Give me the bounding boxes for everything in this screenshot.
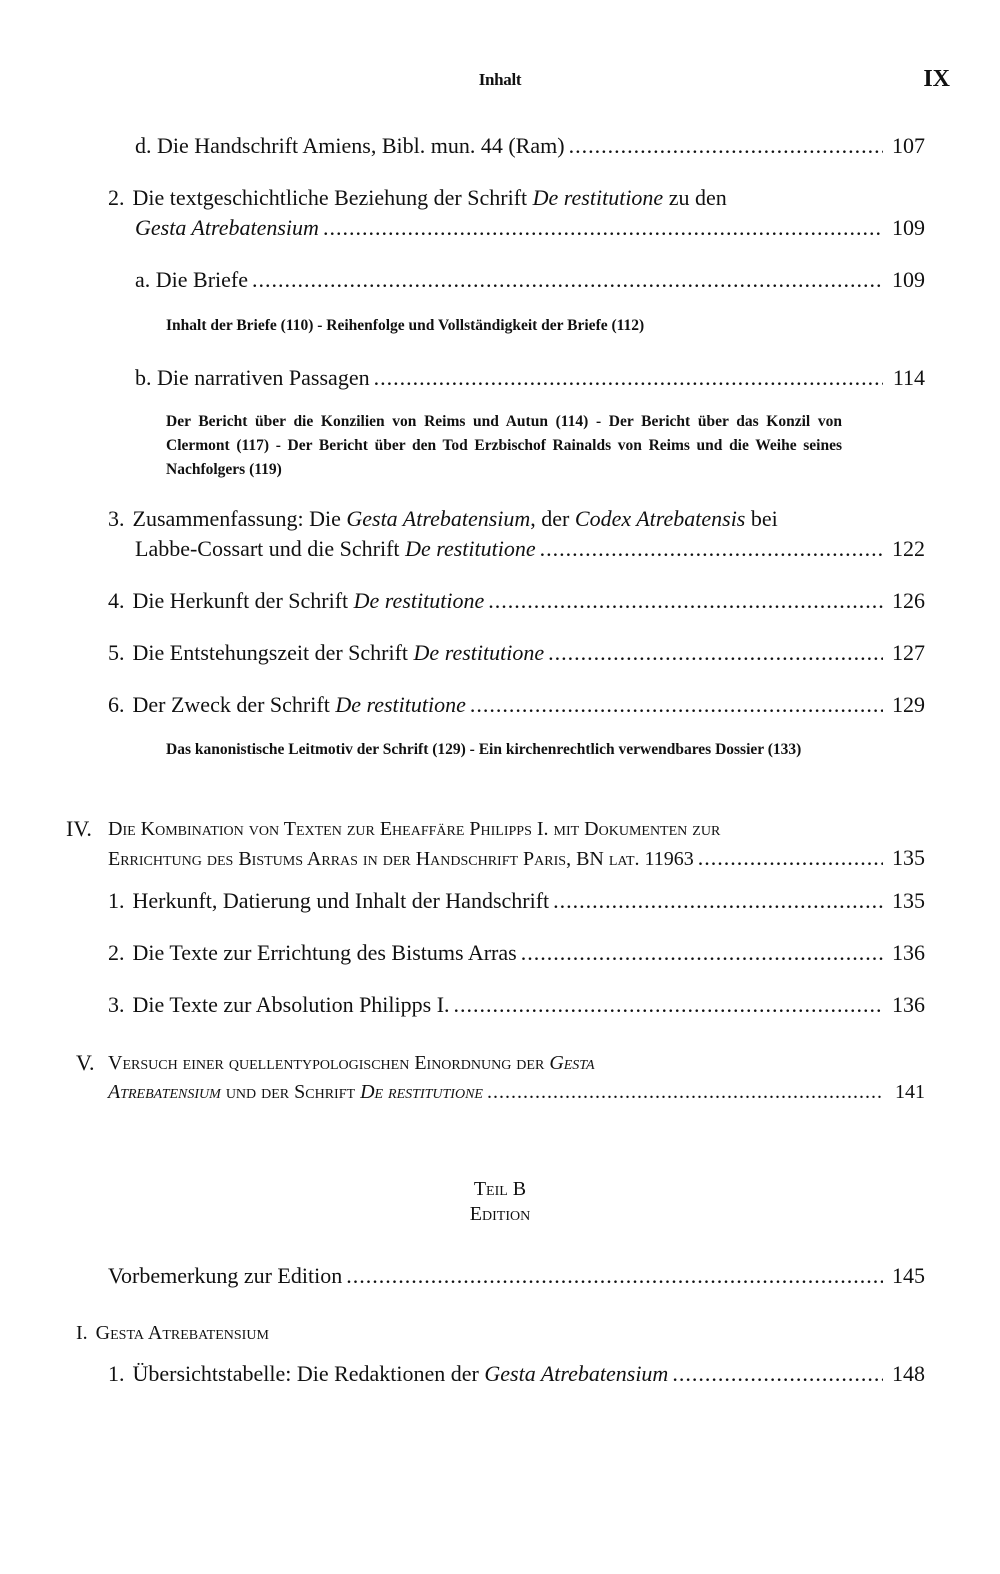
leader-dots — [488, 587, 883, 615]
entry-title-italic: Codex Atrebatensis — [574, 506, 746, 531]
entry-number: 5. — [108, 640, 125, 665]
entry-page: 145 — [892, 1263, 925, 1288]
entry-number: 2. — [108, 185, 125, 210]
entry-number: 3. — [108, 992, 125, 1017]
entry-page: 109 — [892, 267, 925, 292]
toc-entry-3-line2 — [135, 535, 925, 563]
toc-subentry-6: Das kanonistische Leitmotiv der Schrift (129) - Ein kirchenrechtlich verwendbares Dossier (133) — [166, 741, 802, 758]
toc-entry-d — [135, 132, 925, 160]
entry-page: 114 — [892, 365, 925, 390]
section-v-line1 — [108, 1049, 595, 1077]
toc-entry-2-line1 — [108, 184, 727, 212]
leader-dots — [346, 1262, 883, 1290]
toc-entry-a — [135, 266, 925, 294]
section-number-v: V. — [76, 1050, 95, 1075]
toc-entry-5 — [108, 639, 925, 667]
section-iv-line1: Die Kombination von Texten zur Eheaffäre Philipps I. mit Dokumenten zur — [108, 818, 721, 840]
toc-entry-iv-3 — [108, 991, 925, 1019]
section-i-heading — [76, 1319, 269, 1347]
entry-page: 109 — [892, 215, 925, 240]
leader-dots — [323, 214, 883, 242]
toc-entry-b — [135, 364, 925, 392]
entry-text: Herkunft, Datierung und Inhalt der Handschrift — [132, 888, 550, 913]
entry-number: 3. — [108, 506, 125, 531]
entry-title-italic: De restitutione — [405, 536, 536, 561]
entry-page: 135 — [892, 845, 925, 870]
entry-text: Vorbemerkung zur Edition — [108, 1263, 343, 1288]
entry-page: 127 — [892, 640, 925, 665]
leader-dots — [521, 939, 883, 967]
toc-entry-3-line1 — [108, 505, 778, 533]
toc-subentry-b: Der Bericht über die Konzilien von Reims und Autun (114) - Der Bericht über das Konzil von Clermont (117) - Der Bericht über den Tod Erzbischof Rainalds von Reims und die Weihe seines Nachfolgers (119) — [166, 413, 842, 478]
leader-dots — [374, 364, 883, 392]
entry-title-italic: Gesta Atrebatensium — [346, 506, 531, 531]
toc-subentry-a: Inhalt der Briefe (110) - Reihenfolge und Vollständigkeit der Briefe (112) — [166, 317, 645, 334]
entry-page: 122 — [892, 536, 925, 561]
entry-page: 126 — [892, 588, 925, 613]
entry-title-italic: De restitutione — [360, 1081, 483, 1103]
entry-page: 129 — [892, 692, 925, 717]
running-header: Inhalt — [478, 70, 522, 89]
entry-text: Errichtung des Bistums Arras in der Handschrift Paris, BN lat. 11963 — [108, 848, 694, 870]
entry-text: Die Texte zur Absolution Philipps I. — [132, 992, 450, 1017]
leader-dots — [553, 887, 883, 915]
toc-entry-i-1 — [108, 1360, 925, 1388]
entry-title-italic: De restitutione — [413, 640, 545, 665]
entry-text: und der Schrift — [220, 1081, 361, 1103]
entry-number: 1. — [108, 888, 125, 913]
part-heading: Teil B — [473, 1178, 527, 1200]
entry-number: 2. — [108, 940, 125, 965]
entry-text: , der — [530, 506, 575, 531]
leader-dots — [470, 691, 883, 719]
entry-title-italic: Atrebatensium — [108, 1081, 221, 1103]
entry-text: Die Texte zur Errichtung des Bistums Arras — [132, 940, 517, 965]
entry-page: 135 — [892, 888, 925, 913]
entry-page: 148 — [892, 1361, 925, 1386]
entry-text: Der Zweck der Schrift — [132, 692, 336, 717]
leader-dots — [548, 639, 883, 667]
entry-text: Gesta Atrebatensium — [95, 1322, 269, 1344]
leader-dots — [487, 1078, 883, 1106]
leader-dots — [454, 991, 883, 1019]
entry-number: 6. — [108, 692, 125, 717]
entry-page: 141 — [895, 1081, 925, 1103]
entry-title-italic: De restitutione — [353, 588, 485, 613]
entry-text: Die Herkunft der Schrift — [132, 588, 354, 613]
entry-label: d. Die Handschrift Amiens, Bibl. mun. 44 (Ram) — [135, 133, 565, 158]
entry-page: 136 — [892, 940, 925, 965]
section-number-iv: IV. — [66, 816, 92, 841]
entry-text: Versuch einer quellentypologischen Einordnung der — [108, 1052, 550, 1074]
entry-page: 136 — [892, 992, 925, 1017]
leader-dots — [252, 266, 883, 294]
entry-label: a. Die Briefe — [135, 267, 248, 292]
entry-text: bei — [745, 506, 778, 531]
leader-dots — [672, 1360, 883, 1388]
entry-title-italic: De restitutione — [532, 185, 664, 210]
entry-title-italic: De restitutione — [335, 692, 466, 717]
section-v-line2 — [108, 1078, 925, 1106]
entry-text: zu den — [663, 185, 727, 210]
entry-number: 1. — [108, 1361, 125, 1386]
entry-text: Die Entstehungszeit der Schrift — [132, 640, 414, 665]
entry-text: Zusammenfassung: Die — [132, 506, 347, 531]
leader-dots — [569, 132, 883, 160]
entry-title-italic: Gesta Atrebatensium — [135, 215, 319, 240]
entry-title-italic: Gesta — [549, 1052, 595, 1074]
entry-number: 4. — [108, 588, 125, 613]
entry-text: Übersichtstabelle: Die Redaktionen der — [132, 1361, 485, 1386]
section-iv-line2 — [108, 844, 925, 873]
entry-title-italic: Gesta Atrebatensium — [484, 1361, 669, 1386]
entry-label: b. Die narrativen Passagen — [135, 365, 370, 390]
leader-dots — [540, 535, 883, 563]
toc-entry-6 — [108, 691, 925, 719]
toc-entry-vorbemerkung — [108, 1262, 925, 1290]
entry-text: Die textgeschichtliche Beziehung der Schrift — [132, 185, 533, 210]
toc-entry-iv-1 — [108, 887, 925, 915]
toc-entry-4 — [108, 587, 925, 615]
page-number: IX — [923, 66, 950, 92]
entry-page: 107 — [892, 133, 925, 158]
toc-entry-iv-2 — [108, 939, 925, 967]
toc-entry-2-line2 — [135, 214, 925, 242]
entry-number: I. — [76, 1322, 88, 1344]
entry-text: Labbe-Cossart und die Schrift — [135, 536, 406, 561]
leader-dots — [698, 844, 883, 872]
part-subheading: Edition — [469, 1203, 531, 1225]
